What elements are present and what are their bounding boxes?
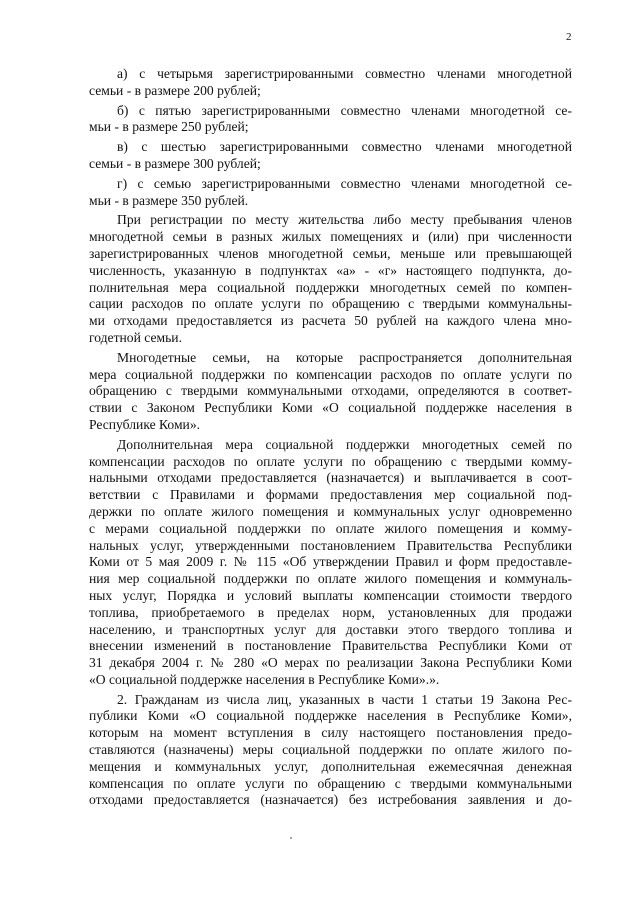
text-line: ми отходами предоставляется из расчета 50 рублей на каждого члена мно-	[89, 313, 572, 329]
text-line: численность, указанную в подпунктах «а» - «г» настоящего подпункта, до-	[89, 262, 572, 278]
paragraph	[89, 437, 572, 689]
text-line: Дополнительная мера социальной поддержки многодетных семей по	[117, 436, 572, 452]
text-line: ветствии с Правилами и формами предоставления мер социальной под-	[89, 487, 572, 503]
text-line: компенсации расходов по оплате услуги по обращению с твердыми комму-	[89, 453, 572, 469]
paragraph	[89, 350, 572, 434]
text-line: многодетной семьи в разных жилых помещениях и (или) при численности	[89, 229, 572, 245]
text-line: мещения и коммунальных услуг, дополнительная ежемесячная денежная	[89, 758, 572, 774]
paragraph	[89, 692, 572, 810]
text-line: топлива, приобретаемого в пределах норм, установленных для продажи	[89, 604, 572, 620]
text-line: отходами предоставляется (назначается) без истребования заявления и до-	[89, 792, 572, 808]
text-line: с мерами социальной поддержки по оплате жилого помещения и комму-	[89, 520, 572, 536]
text-line: семьи - в размере 200 рублей;	[89, 82, 261, 98]
scan-speck	[290, 837, 292, 839]
text-line: компенсация по оплате услуги по обращению с твердыми коммунальными	[89, 775, 572, 791]
text-line: 31 декабря 2004 г. № 280 «О мерах по реализации Закона Республики Коми	[89, 655, 572, 671]
page-number: 2	[566, 31, 572, 43]
text-line: публики Коми «О социальной поддержке населения в Республике Коми»,	[89, 708, 572, 724]
text-line: 2. Гражданам из числа лиц, указанных в части 1 статьи 19 Закона Рес-	[117, 691, 572, 707]
document-body	[89, 66, 572, 812]
paragraph	[89, 103, 572, 137]
text-line: нальных услуг, утвержденными постановлением Правительства Республики	[89, 537, 572, 553]
text-line: в) с шестью зарегистрированными совместно членами многодетной	[117, 139, 572, 155]
text-line: обращению с твердыми коммунальными отходами, определяются в соответ-	[89, 383, 572, 399]
text-line: ставляются (назначены) меры социальной поддержки по оплате жилого по-	[89, 742, 572, 758]
paragraph	[89, 66, 572, 100]
text-line: зарегистрированных членов многодетной семьи, меньше или превышающей	[89, 245, 572, 261]
text-line: мера социальной поддержки по компенсации расходов по оплате услуги по	[89, 366, 572, 382]
text-line: полнительная мера социальной поддержки многодетных семей по компен-	[89, 279, 572, 295]
paragraph	[89, 139, 572, 173]
text-line: ных услуг, Порядка и условий выплаты компенсации стоимости твердого	[89, 587, 572, 603]
text-line: Многодетные семьи, на которые распространяется дополнительная	[117, 349, 572, 365]
text-line: «О социальной поддержке населения в Республике Коми».».	[89, 671, 440, 687]
text-line: г) с семью зарегистрированными совместно членами многодетной се-	[117, 175, 572, 191]
text-line: мьи - в размере 350 рублей.	[89, 192, 249, 208]
text-line: внесении изменений в постановление Правительства Республики Коми от	[89, 638, 572, 654]
text-line: а) с четырьмя зарегистрированными совместно членами многодетной	[117, 66, 572, 81]
text-line: держки по оплате жилого помещения и коммунальных услуг одновременно	[89, 503, 572, 519]
text-line: Республике Коми».	[89, 416, 201, 432]
paragraph	[89, 176, 572, 210]
paragraph	[89, 212, 572, 346]
text-line: населению, и транспортных услуг для доставки этого твердого топлива и	[89, 621, 572, 637]
text-line: ствии с Законом Республики Коми «О социальной поддержке населения в	[89, 400, 572, 416]
text-line: которым на момент вступления в силу настоящего постановления предо-	[89, 725, 572, 741]
text-line: семьи - в размере 300 рублей;	[89, 155, 261, 171]
text-line: б) с пятью зарегистрированными совместно членами многодетной се-	[117, 102, 572, 118]
text-line: При регистрации по месту жительства либо месту пребывания членов	[117, 212, 572, 228]
text-line: сации расходов по оплате услуги по обращению с твердыми коммунальны-	[89, 296, 572, 312]
text-line: ния мер социальной поддержки по оплате жилого помещения и коммуналь-	[89, 571, 572, 587]
text-line: годетной семьи.	[89, 329, 182, 345]
text-line: мьи - в размере 250 рублей;	[89, 119, 249, 135]
text-line: Коми от 5 мая 2009 г. № 115 «Об утверждении Правил и форм предоставле-	[89, 554, 572, 570]
text-line: нальными отходами предоставляется (назначается) и выплачивается в соот-	[89, 470, 572, 486]
